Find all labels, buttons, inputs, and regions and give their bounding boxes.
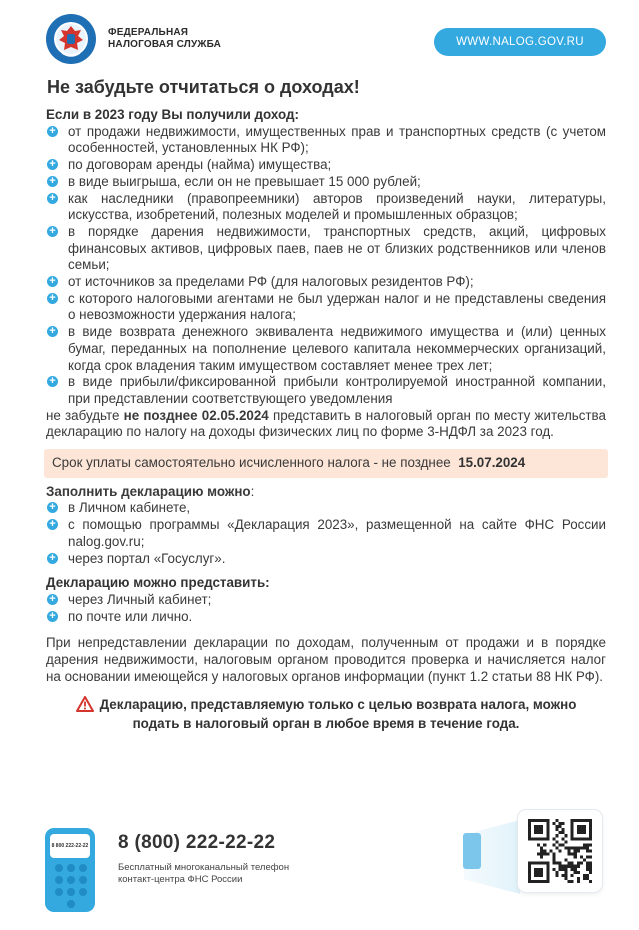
submit-item-text: по почте или лично. xyxy=(68,608,193,624)
fns-emblem-icon xyxy=(45,13,97,65)
fill-heading-text: Заполнить декларацию можно xyxy=(46,483,251,499)
fill-item-text: с помощью программы «Декларация 2023», размещенной на сайте ФНС России nalog.gov.ru; xyxy=(68,517,606,549)
main-content xyxy=(46,107,606,733)
plus-bullet-icon: + xyxy=(47,376,58,387)
payment-notice-text: Срок уплаты самостоятельно исчисленного налога - не позднее xyxy=(52,455,451,471)
plus-bullet-icon: + xyxy=(47,502,58,513)
income-item-text: в виде выигрыша, если он не превышает 15 000 рублей; xyxy=(68,173,421,189)
fill-item xyxy=(46,551,606,568)
warning-triangle-icon xyxy=(76,696,94,717)
submit-item xyxy=(46,609,606,626)
income-item-text: как наследники (правопреемники) авторов произведений науки, литературы, искусства, изобретений, полезных моделей и промышленных образцов; xyxy=(68,190,606,223)
qr-code-icon[interactable] xyxy=(518,810,602,892)
plus-bullet-icon: + xyxy=(47,176,58,187)
income-item-text: в виде возврата денежного эквивалента недвижимого имущества и (или) ценных бумаг, переданных на пополнение целевого капитала некоммерческих организаций, когда срок владения таким имуществом составляет менее трех лет; xyxy=(68,324,606,373)
fill-item-text: через портал «Госуслуг». xyxy=(68,550,226,566)
phone-screen-number: 8 800 222-22-22 xyxy=(50,834,90,858)
payment-notice xyxy=(44,449,608,478)
plus-bullet-icon: + xyxy=(47,159,58,170)
plus-bullet-icon: + xyxy=(47,594,58,605)
plus-bullet-icon: + xyxy=(47,326,58,337)
plus-bullet-icon: + xyxy=(47,193,58,204)
payment-notice-date: 15.07.2024 xyxy=(458,455,526,471)
fill-item xyxy=(46,500,606,517)
org-name-line1: ФЕДЕРАЛЬНАЯ xyxy=(108,27,189,38)
income-item xyxy=(46,374,606,407)
warning-line2: подать в налоговый орган в любое время в течение года. xyxy=(132,716,520,732)
income-item xyxy=(46,324,606,374)
income-item xyxy=(46,191,606,224)
deadline-pre: не забудьте xyxy=(46,407,120,423)
income-item xyxy=(46,224,606,274)
hotline-description xyxy=(118,862,289,886)
refund-warning xyxy=(46,696,606,733)
income-item xyxy=(46,291,606,324)
deadline-text xyxy=(46,408,606,441)
income-item xyxy=(46,157,606,174)
hotline-number[interactable]: 8 (800) 222-22-22 xyxy=(118,832,276,853)
plus-bullet-icon: + xyxy=(47,276,58,287)
plus-bullet-icon: + xyxy=(47,293,58,304)
fill-heading xyxy=(46,484,606,501)
income-list xyxy=(46,124,606,408)
deadline-date: не позднее 02.05.2024 xyxy=(123,407,269,423)
submit-heading: Декларацию можно представить: xyxy=(46,575,270,591)
deadline-post: представить в налоговый орган по месту жительства декларацию по налогу на доходы физических лиц по форме 3-НДФЛ за 2023 год. xyxy=(46,407,606,440)
website-link-button[interactable]: WWW.NALOG.GOV.RU xyxy=(434,28,606,56)
page-title: Не забудьте отчитаться о доходах! xyxy=(47,77,360,97)
phone-keypad-icon xyxy=(55,864,87,908)
org-name xyxy=(108,27,221,51)
fill-list xyxy=(46,500,606,567)
plus-bullet-icon: + xyxy=(47,553,58,564)
plus-bullet-icon: + xyxy=(47,611,58,622)
submit-item xyxy=(46,592,606,609)
income-item-text: в виде прибыли/фиксированной прибыли контролируемой иностранной компании, при представлении соответствующего уведомления xyxy=(68,374,606,406)
income-item-text: по договорам аренды (найма) имущества; xyxy=(68,157,332,173)
hotline-desc-line1: Бесплатный многоканальный телефон xyxy=(118,862,290,873)
fill-item xyxy=(46,517,606,550)
phone-illustration xyxy=(45,828,95,912)
submit-item-text: через Личный кабинет; xyxy=(68,591,212,607)
nonsubmission-text: При непредставлении декларации по доходам, полученным от продажи и в порядке дарения недвижимости, налоговым органом проводится проверка и начисляется налог на основании имеющейся у налоговых органов информации (пункт 1.2 статьи 88 НК РФ). xyxy=(46,635,606,684)
income-item xyxy=(46,274,606,291)
hotline-desc-line2: контакт-центра ФНС России xyxy=(118,874,243,885)
plus-bullet-icon: + xyxy=(47,126,58,137)
income-item xyxy=(46,174,606,191)
income-item-text: в порядке дарения недвижимости, транспортных средств, акций, цифровых финансовых активов, цифровых паев, паев не от близких родственников или членов семьи; xyxy=(68,223,606,273)
income-heading: Если в 2023 году Вы получили доход: xyxy=(46,107,299,122)
plus-bullet-icon: + xyxy=(47,519,58,530)
warning-line1: Декларацию, представляемую только с целью возврата налога, можно xyxy=(99,696,577,712)
org-name-line2: НАЛОГОВАЯ СЛУЖБА xyxy=(108,39,222,50)
fill-heading-colon: : xyxy=(250,483,255,499)
submit-list xyxy=(46,592,606,625)
income-item xyxy=(46,124,606,157)
mini-phone-icon xyxy=(463,833,481,869)
plus-bullet-icon: + xyxy=(47,226,58,237)
income-item-text: от продажи недвижимости, имущественных прав и транспортных средств (с учетом особенностей, установленных НК РФ); xyxy=(68,123,606,156)
fill-item-text: в Личном кабинете, xyxy=(68,500,191,516)
income-item-text: от источников за пределами РФ (для налоговых резидентов РФ); xyxy=(68,274,474,290)
income-item-text: с которого налоговыми агентами не был удержан налог и не представлены сведения о невозможности удержания налога; xyxy=(68,290,606,323)
